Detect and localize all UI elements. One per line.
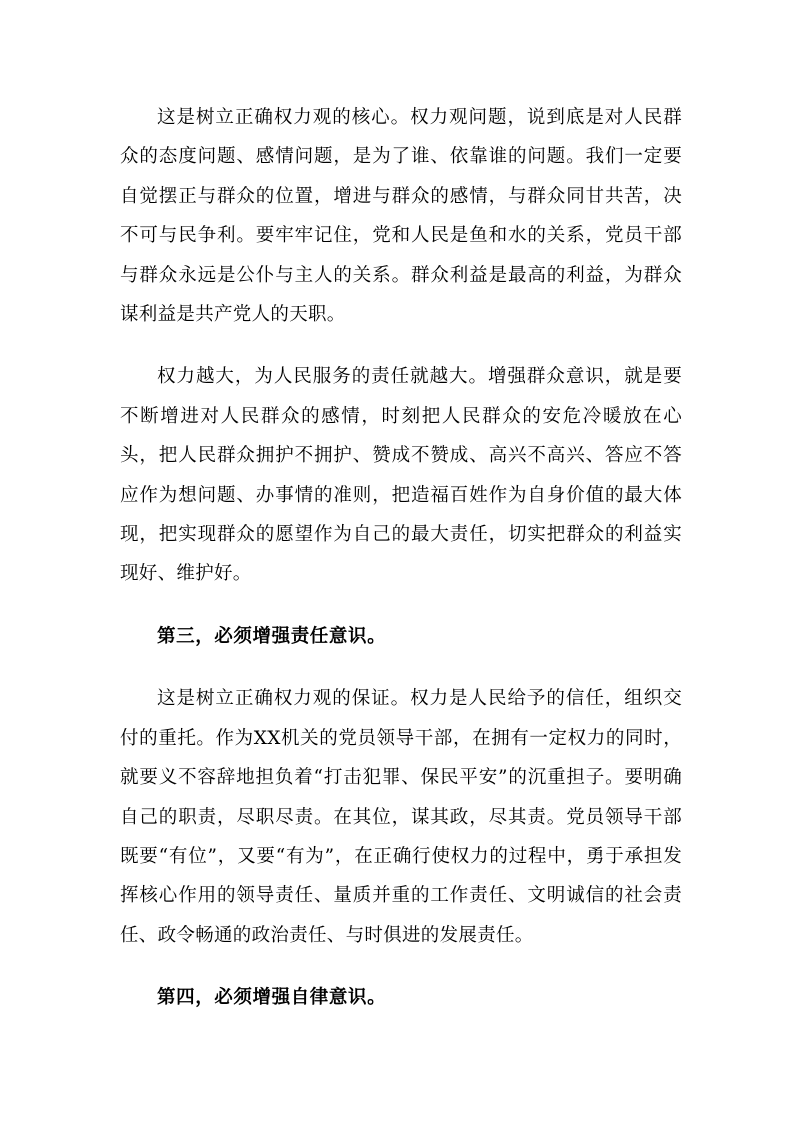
paragraph-core-of-power-view: 这是树立正确权力观的核心。权力观问题，说到底是对人民群众的态度问题、感情问题，是为了谁、依靠谁的问题。我们一定要自觉摆正与群众的位置，增进与群众的感情，与群众同甘共苦，决不可与民争利。要牢牢记住，党和人民是鱼和水的关系，党员干部与群众永远是公仆与主人的关系。群众利益是最高的利益，为群众谋利益是共产党人的天职。 bbox=[120, 107, 682, 326]
section-heading-responsibility: 第三，必须增强责任意识。 bbox=[157, 625, 387, 647]
document-body bbox=[120, 98, 682, 1018]
paragraph-guarantee-of-power-view: 这是树立正确权力观的保证。权力是人民给予的信任，组织交付的重托。作为XX机关的党员领导干部，在拥有一定权力的同时，就要义不容辞地担负着“打击犯罪、保民平安”的沉重担子。要明确自己的职责，尽职尽责。在其位，谋其政，尽其责。党员领导干部既要“有位”，又要“有为”，在正确行使权力的过程中，勇于承担发挥核心作用的领导责任、量质并重的工作责任、文明诚信的社会责任、政令畅通的政治责任、与时俱进的发展责任。 bbox=[120, 688, 682, 946]
paragraph-greater-power-greater-responsibility: 权力越大，为人民服务的责任就越大。增强群众意识，就是要不断增进对人民群众的感情，时刻把人民群众的安危冷暖放在心头，把人民群众拥护不拥护、赞成不赞成、高兴不高兴、答应不答应作为想问题、办事情的准则，把造福百姓作为自身价值的最大体现，把实现群众的愿望作为自己的最大责任，切实把群众的利益实现好、维护好。 bbox=[120, 366, 682, 585]
section-heading-self-discipline: 第四，必须增强自律意识。 bbox=[157, 987, 387, 1009]
